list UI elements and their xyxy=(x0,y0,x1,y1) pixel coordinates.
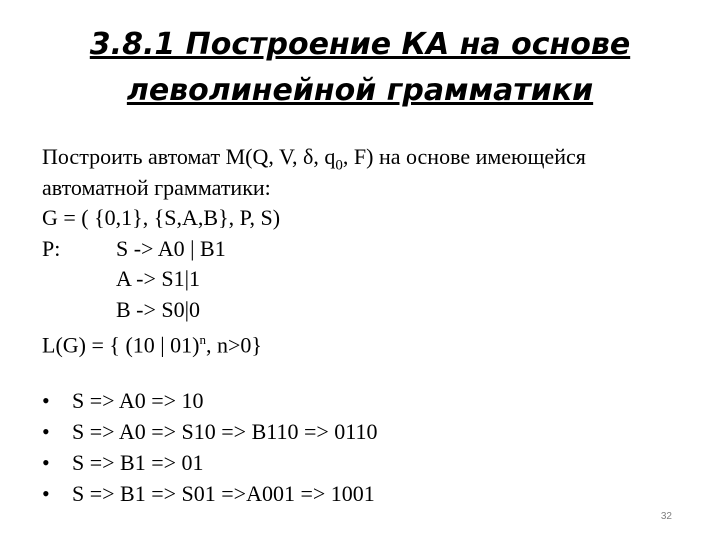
intro-suffix: , F) на основе имеющейся xyxy=(342,144,586,169)
language-definition xyxy=(42,325,702,356)
derivation-list xyxy=(42,386,702,510)
derivation-text: S => A0 => 10 xyxy=(72,387,204,413)
rule-line-3 xyxy=(42,295,702,326)
title-line-2: леволинейной грамматики xyxy=(126,73,594,108)
rule-line-2 xyxy=(42,264,702,295)
rules-label: P: xyxy=(42,235,61,261)
bullet-icon: • xyxy=(42,449,50,475)
grammar-definition: G = ( {0,1}, {S,A,B}, P, S) xyxy=(42,205,281,230)
title-line-1: 3.8.1 Построение КА на основе xyxy=(89,27,631,62)
rule-1: S -> A0 | B1 xyxy=(116,235,226,261)
language-suffix: , n>0} xyxy=(206,332,262,358)
derivation-text: S => A0 => S10 => B110 => 0110 xyxy=(72,418,378,444)
intro-line-1 xyxy=(42,142,702,173)
language-superscript: n xyxy=(199,332,207,347)
derivation-item xyxy=(42,417,702,448)
derivation-text: S => B1 => 01 xyxy=(72,449,204,475)
rule-2: A -> S1|1 xyxy=(116,266,201,291)
derivation-text: S => B1 => S01 =>A001 => 1001 xyxy=(72,480,375,506)
derivation-item xyxy=(42,479,702,510)
bullet-icon: • xyxy=(42,418,50,444)
derivation-item xyxy=(42,386,702,417)
bullet-icon: • xyxy=(42,480,50,506)
slide-body xyxy=(42,142,702,510)
intro-prefix: Построить автомат M(Q, V, δ, q xyxy=(42,144,336,169)
rule-3: B -> S0|0 xyxy=(116,296,201,322)
bullet-icon: • xyxy=(42,387,50,413)
intro-line-2: автоматной грамматики: xyxy=(42,174,271,200)
page-number: 32 xyxy=(660,511,672,522)
derivation-item xyxy=(42,448,702,479)
intro-subscript: 0 xyxy=(335,157,343,174)
language-prefix: L(G) = { (10 | 01) xyxy=(42,332,200,358)
slide-title xyxy=(0,22,720,114)
rule-line-1 xyxy=(42,234,702,265)
